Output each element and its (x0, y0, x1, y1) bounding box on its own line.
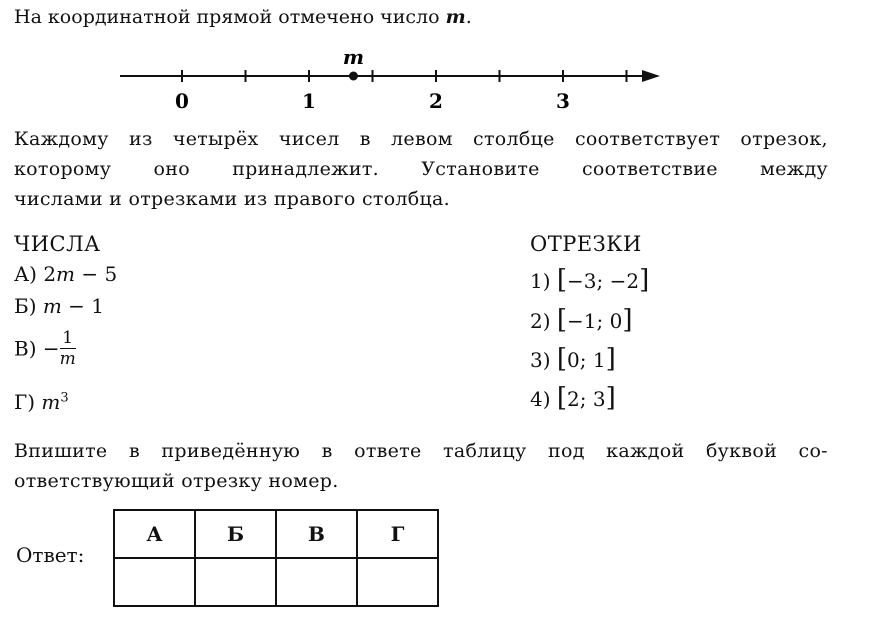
paragraph-word: отрезок, (740, 128, 828, 150)
instruction-word: в (321, 440, 333, 462)
paragraph-word: между (760, 158, 828, 180)
point-m-label: m (342, 45, 365, 69)
instruction-word: ответе (354, 440, 422, 462)
intro-text: На координатной прямой отмечено число (14, 6, 440, 28)
tick-label-2: 2 (429, 89, 443, 113)
segment-3: 3) [0; 1] (530, 344, 616, 374)
answer-header-v: В (276, 510, 357, 558)
answer-label: Ответ: (16, 543, 85, 567)
answer-header-row (114, 510, 438, 558)
paragraph-word: в (359, 128, 371, 150)
instruction-word: приведённую (161, 440, 301, 462)
tick-label-3: 3 (556, 89, 570, 113)
instruction-word: Впишите (14, 440, 108, 462)
fraction: $\frac{1}{m}$ (59, 328, 76, 369)
numbers-title: ЧИСЛА (14, 232, 101, 256)
instruction-word: таблицу (443, 440, 527, 462)
paragraph-word: четырёх (172, 128, 259, 150)
segment-1: 1) [−3; −2] (530, 265, 650, 295)
answer-cell-v[interactable] (276, 558, 357, 606)
instruction-word: буквой (705, 440, 778, 462)
answer-header-a: А (114, 510, 195, 558)
instruction-word: в (128, 440, 140, 462)
answer-cell-b[interactable] (195, 558, 276, 606)
intro-var: m (445, 6, 466, 28)
paragraph-word: столбце (473, 128, 555, 150)
paragraph-word: принадлежит. (232, 158, 380, 180)
item-b: Б) m − 1 (14, 294, 105, 318)
paragraph-word: которому (14, 158, 112, 180)
paragraph-line-3: числами и отрезками из правого столбца. (14, 188, 451, 210)
answer-header-b: Б (195, 510, 276, 558)
intro-dot: . (465, 6, 472, 28)
answer-header-g: Г (357, 510, 438, 558)
paragraph-word: Каждому (14, 128, 109, 150)
answer-cell-a[interactable] (114, 558, 195, 606)
tick-label-0: 0 (175, 89, 189, 113)
segments-title: ОТРЕЗКИ (530, 232, 642, 256)
paragraph-line-1 (14, 128, 828, 150)
paragraph-word: оно (153, 158, 190, 180)
tick-label-1: 1 (302, 89, 316, 113)
instruction-word: под (548, 440, 585, 462)
intro-line (14, 6, 472, 28)
segment-2: 2) [−1; 0] (530, 305, 633, 335)
axis-arrow-icon (642, 70, 660, 82)
answer-cell-g[interactable] (357, 558, 438, 606)
answer-table (113, 509, 439, 607)
number-line (0, 40, 886, 120)
paragraph-word: левом (391, 128, 453, 150)
paragraph-word: чисел (278, 128, 340, 150)
point-m (349, 72, 358, 81)
answer-input-row (114, 558, 438, 606)
paragraph-word: из (128, 128, 153, 150)
item-v: В) − $\frac{1}{m}$ (14, 328, 76, 369)
paragraph-word: Установите (421, 158, 540, 180)
instruction-word: каждой (606, 440, 685, 462)
segment-4: 4) [2; 3] (530, 383, 616, 413)
item-g: Г) $m^3$ (14, 390, 69, 414)
item-a: А) 2m − 5 (14, 262, 118, 286)
paragraph-word: соответствует (574, 128, 721, 150)
instruction-line-1 (14, 440, 828, 462)
paragraph-line-2 (14, 158, 828, 180)
instruction-word: со- (798, 440, 828, 462)
paragraph-word: соответствие (581, 158, 718, 180)
instruction-line-2: ответствующий отрезку номер. (14, 470, 339, 492)
